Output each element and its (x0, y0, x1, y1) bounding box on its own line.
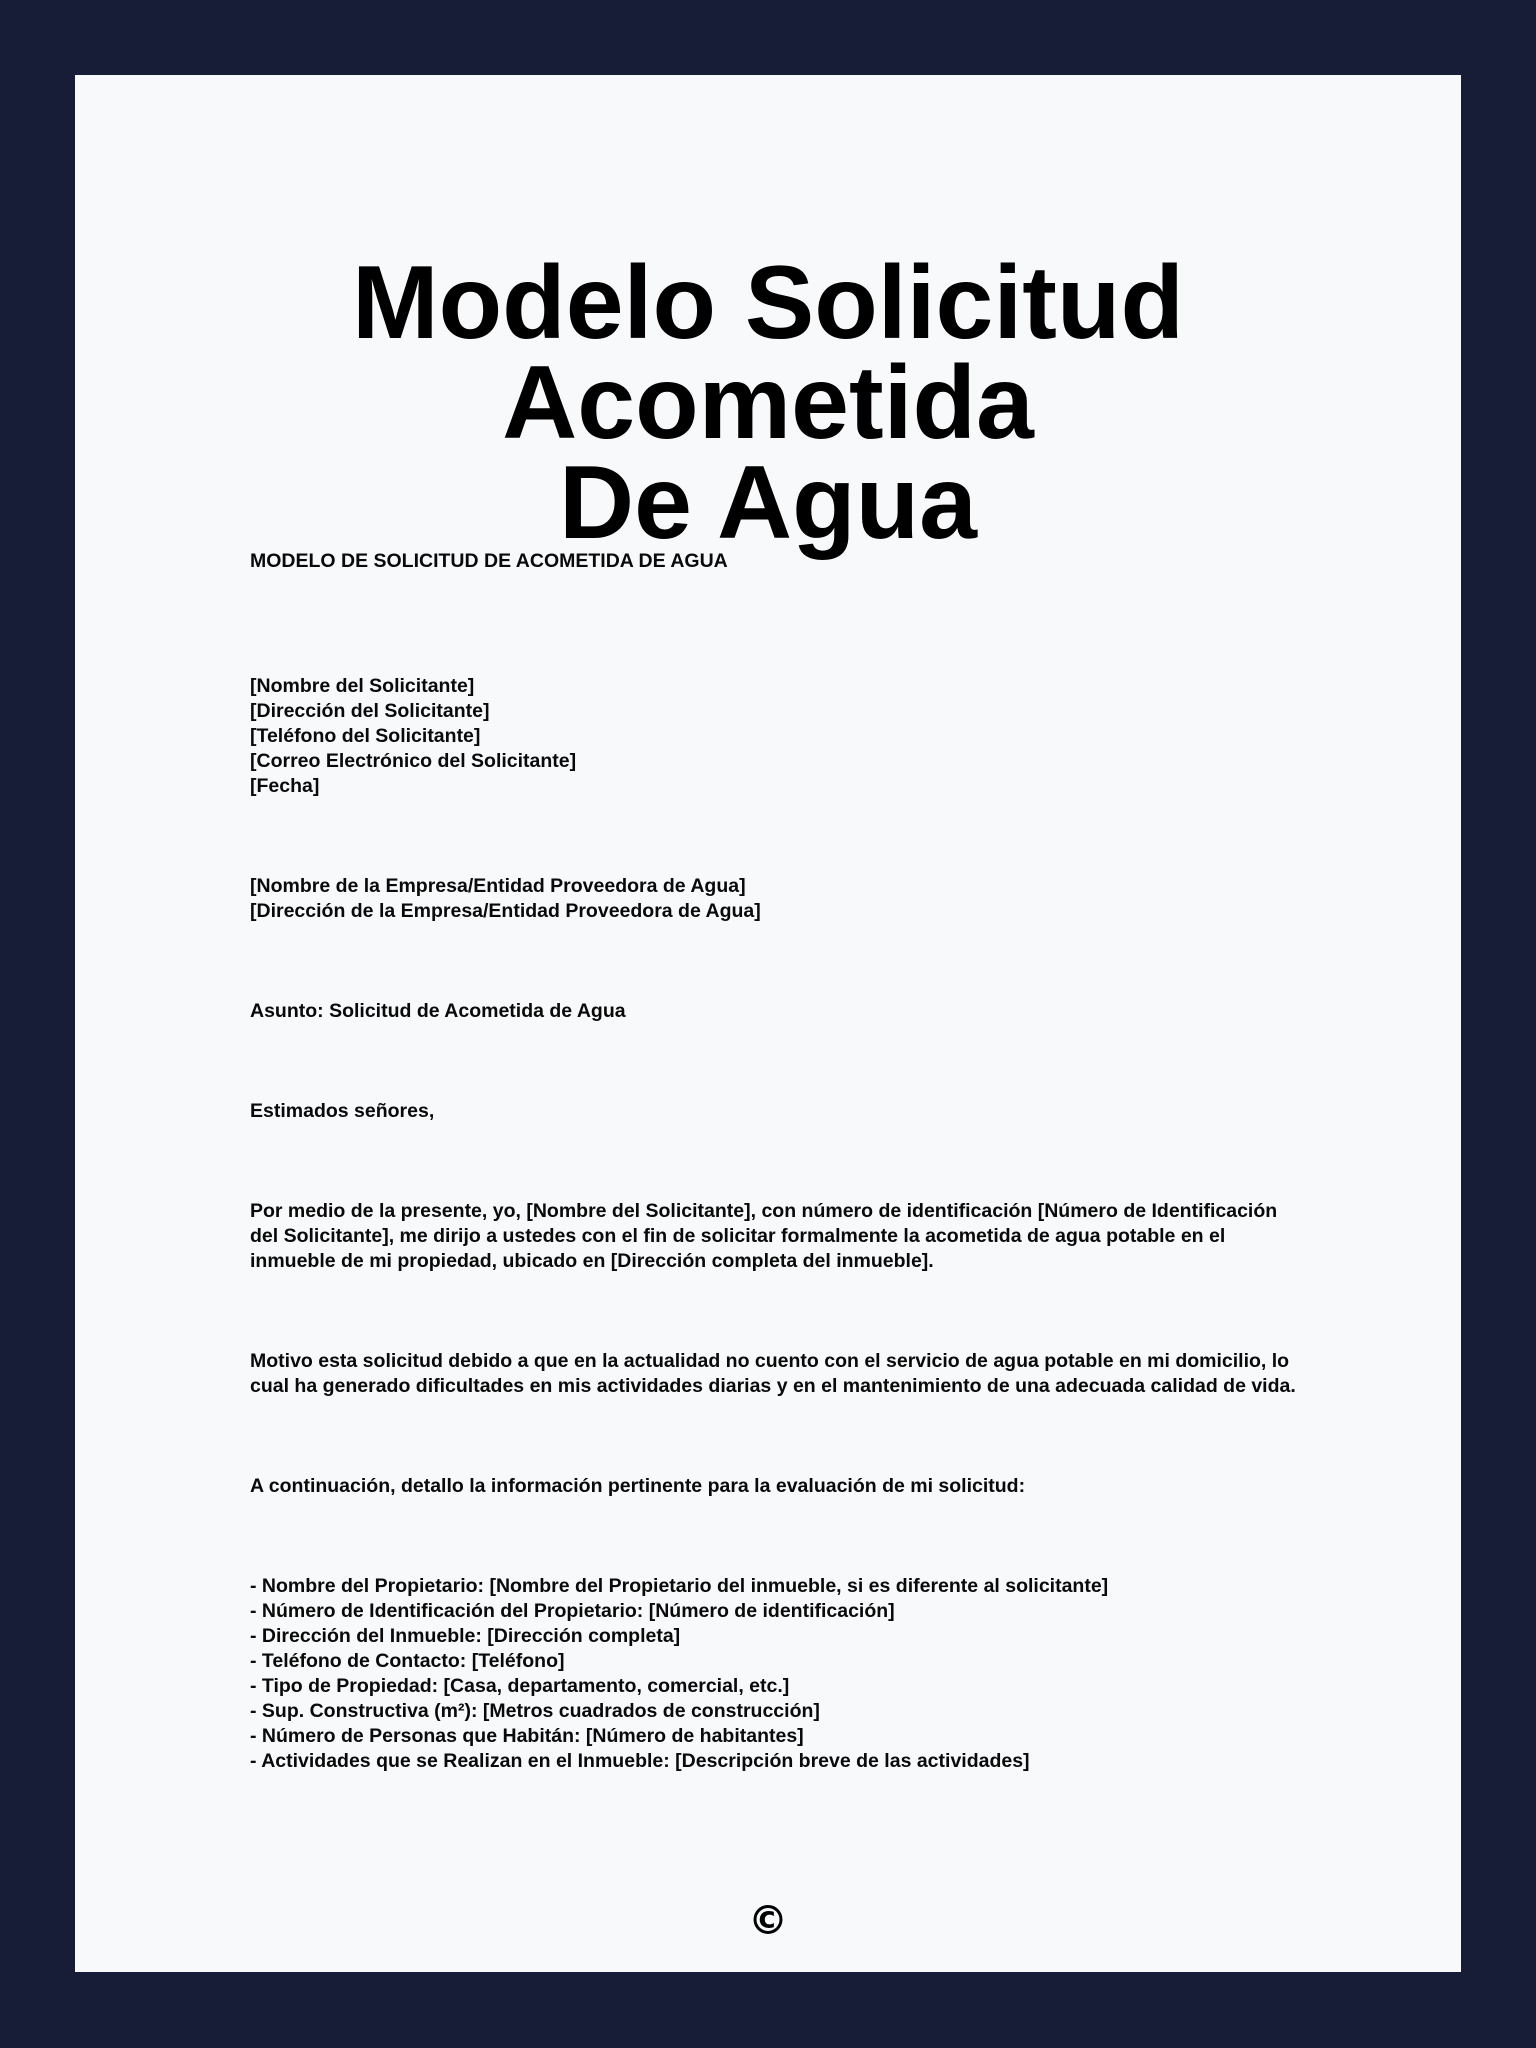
list-item: - Nombre del Propietario: [Nombre del Propietario del inmueble, si es diferente al solicitante] (250, 1575, 1109, 1597)
details-list (250, 1574, 1300, 1774)
list-item: - Tipo de Propiedad: [Casa, departamento, comercial, etc.] (250, 1675, 790, 1697)
sender-address: [Dirección del Solicitante] (250, 700, 490, 722)
title-line-1: Modelo Solicitud Acometida (352, 245, 1184, 461)
sender-phone: [Teléfono del Solicitante] (250, 725, 481, 747)
letter-paragraph-1: Por medio de la presente, yo, [Nombre del Solicitante], con número de identificación [Número de Identificación del Solicitante], me dirijo a ustedes con el fin de solicitar formalmente la acometida de agua potable en el inmueble de mi propiedad, ubicado en [Dirección completa del inmueble]. (250, 1200, 1278, 1272)
list-item: - Sup. Constructiva (m²): [Metros cuadrados de construcción] (250, 1700, 820, 1722)
list-item: - Dirección del Inmueble: [Dirección completa] (250, 1625, 681, 1647)
letter-greeting: Estimados señores, (250, 1100, 435, 1122)
recipient-address: [Dirección de la Empresa/Entidad Proveedora de Agua] (250, 900, 761, 922)
copyright-icon: © (748, 1898, 788, 1944)
letter-paragraph-3: A continuación, detallo la información pertinente para la evaluación de mi solicitud: (250, 1475, 1026, 1497)
sender-name: [Nombre del Solicitante] (250, 675, 475, 697)
sender-email: [Correo Electrónico del Solicitante] (250, 750, 577, 772)
list-item: - Número de Identificación del Propietario: [Número de identificación] (250, 1600, 895, 1622)
sender-block (250, 674, 1300, 799)
recipient-block (250, 874, 1300, 924)
title-line-2: De Agua (559, 445, 977, 561)
letter-subject: Asunto: Solicitud de Acometida de Agua (250, 1000, 626, 1022)
letter-paragraph-2: Motivo esta solicitud debido a que en la actualidad no cuento con el servicio de agua potable en mi domicilio, lo cual ha generado dificultades en mis actividades diarias y en el mantenimiento de una adecuada calidad de vida. (250, 1350, 1296, 1397)
sender-date: [Fecha] (250, 775, 320, 797)
document-page (75, 75, 1461, 1972)
letter-heading: MODELO DE SOLICITUD DE ACOMETIDA DE AGUA (250, 550, 728, 572)
list-item: - Número de Personas que Habitán: [Número de habitantes] (250, 1725, 804, 1747)
list-item: - Teléfono de Contacto: [Teléfono] (250, 1650, 565, 1672)
letter-body (250, 549, 1300, 1774)
list-item: - Actividades que se Realizan en el Inmueble: [Descripción breve de las actividades] (250, 1750, 1030, 1772)
recipient-name: [Nombre de la Empresa/Entidad Proveedora de Agua] (250, 875, 746, 897)
